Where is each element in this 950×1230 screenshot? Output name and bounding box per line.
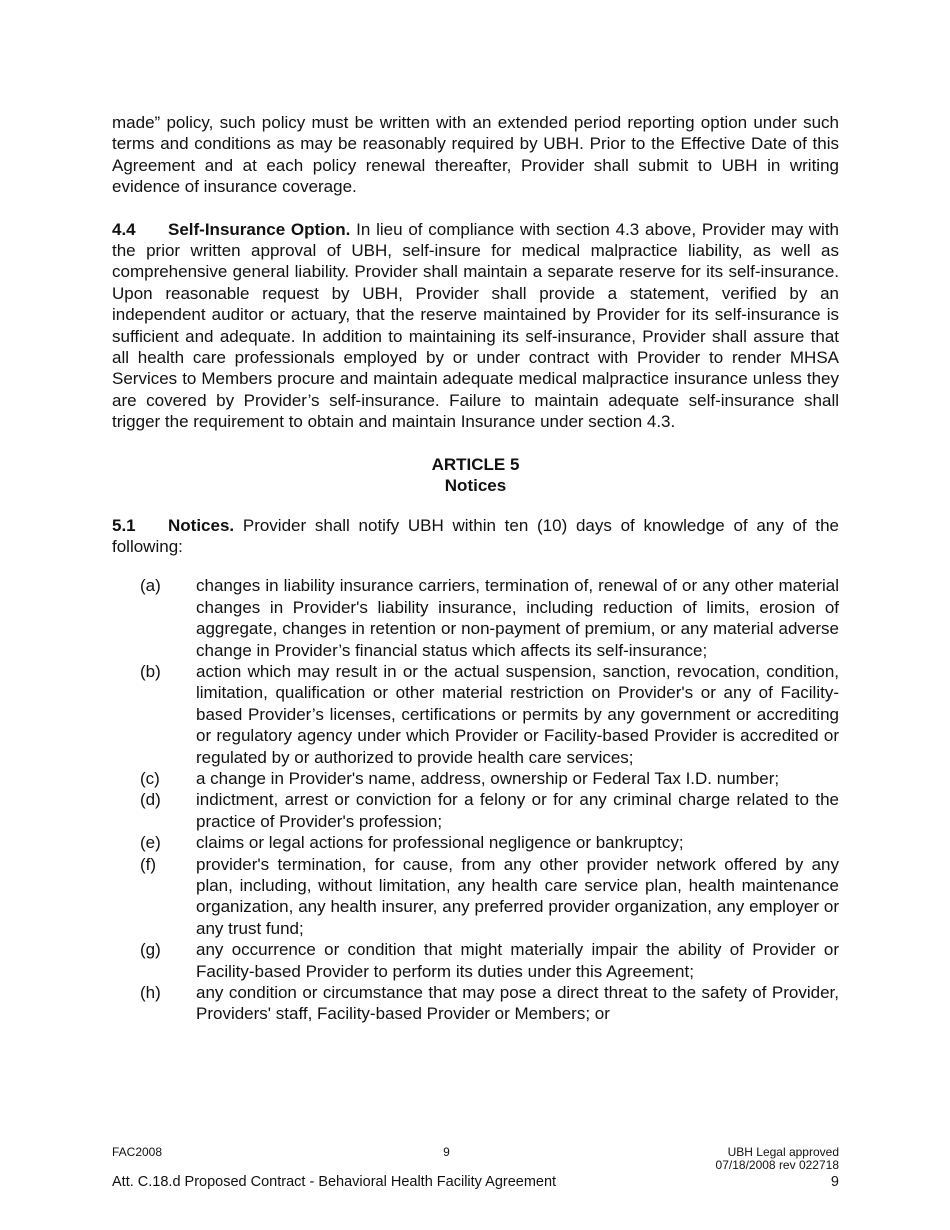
list-item — [112, 661, 839, 768]
list-item-label: (f) — [140, 854, 157, 874]
list-item-label: (b) — [140, 661, 161, 681]
intro-paragraph: made” policy, such policy must be written with an extended period reporting option under such terms and conditions as may be reasonably required by UBH. Prior to the Effective Date of this Agreement and at each policy renewal thereafter, Provider shall submit to UBH in writing evidence of insurance coverage. — [112, 113, 839, 197]
list-item-text: changes in liability insurance carriers, termination of, renewal of or any other material changes in Provider's liability insurance, including reduction of limits, erosion of aggregate, changes in retention or non-payment of premium, or any material adverse change in Provider’s financial status which affects its self-insurance; — [196, 576, 839, 660]
list-item — [112, 939, 839, 982]
list-item-label: (a) — [140, 576, 161, 596]
list-item — [112, 854, 839, 940]
section-4-4-title: Self-Insurance Option. — [168, 219, 351, 239]
list-item — [112, 982, 839, 1025]
footer-page-number-right: 9 — [830, 1174, 839, 1190]
section-5-1 — [112, 515, 839, 558]
list-item-label: (h) — [140, 983, 161, 1003]
list-item-text: provider's termination, for cause, from any other provider network offered by any plan, including, without limitation, any health care service plan, health maintenance organization, any health insurer, any preferred provider organization, any employer or any trust fund; — [196, 854, 839, 938]
list-item-label: (e) — [140, 833, 161, 853]
list-item-text: any condition or circumstance that may pose a direct threat to the safety of Provider, Providers' staff, Facility-based Provider or Members; or — [196, 983, 839, 1024]
footer-approval-line2: 07/18/2008 rev 022718 — [715, 1158, 839, 1172]
section-4-4 — [112, 219, 839, 433]
notice-items-list — [112, 575, 839, 1025]
list-item-label: (g) — [140, 940, 161, 960]
list-item-label: (d) — [140, 790, 161, 810]
footer-attachment: Att. C.18.d Proposed Contract - Behavioral Health Facility Agreement — [112, 1174, 557, 1190]
list-item-text: any occurrence or condition that might materially impair the ability of Provider or Facility-based Provider to perform its duties under this Agreement; — [196, 940, 839, 981]
list-item — [112, 832, 839, 853]
list-item — [112, 789, 839, 832]
section-5-1-text: Provider shall notify UBH within ten (10) days of knowledge of any of the following: — [112, 515, 839, 556]
list-item-label: (c) — [140, 768, 160, 788]
list-item-text: claims or legal actions for professional negligence or bankruptcy; — [196, 833, 684, 853]
list-item — [112, 575, 839, 661]
list-item — [112, 768, 839, 789]
list-item-text: indictment, arrest or conviction for a felony or for any criminal charge related to the practice of Provider's profession; — [196, 790, 839, 831]
section-5-1-title: Notices. — [168, 515, 235, 535]
footer-top-row — [112, 1146, 839, 1176]
document-body — [112, 112, 839, 1025]
footer-doc-code: FAC2008 — [112, 1145, 163, 1159]
footer-approval-line1: UBH Legal approved — [727, 1145, 839, 1159]
section-4-4-text: In lieu of compliance with section 4.3 above, Provider may with the prior written approval of UBH, self-insure for medical malpractice liability, as well as comprehensive general liability. Provider shall maintain a separate reserve for its self-insurance. Upon reasonable request by UBH, Provider shall provide a statement, verified by an independent auditor or actuary, that the reserve maintained by Provider for its self-insurance is sufficient and adequate. In addition to maintaining its self-insurance, Provider shall assure that all health care professionals employed by or under contract with Provider to render MHSA Services to Members procure and maintain adequate medical malpractice insurance unless they are covered by Provider’s self-insurance. Failure to maintain adequate self-insurance shall trigger the requirement to obtain and maintain Insurance under section 4.3. — [112, 219, 840, 432]
list-item-text: a change in Provider's name, address, ownership or Federal Tax I.D. number; — [196, 768, 780, 788]
section-4-4-number: 4.4 — [112, 219, 136, 239]
section-5-1-number: 5.1 — [112, 515, 136, 535]
article-heading — [112, 454, 839, 497]
article-number: ARTICLE 5 — [431, 454, 520, 474]
footer-approval — [716, 1146, 839, 1172]
footer-page-number: 9 — [443, 1145, 450, 1159]
article-title: Notices — [444, 476, 507, 496]
list-item-text: action which may result in or the actual suspension, sanction, revocation, condition, limitation, qualification or other material restriction on Provider's or any of Facility-based Provider’s licenses, certifications or permits by any government or accrediting or regulatory agency under which Provider or Facility-based Provider is accredited or regulated by or authorized to provide health care services; — [196, 661, 839, 767]
